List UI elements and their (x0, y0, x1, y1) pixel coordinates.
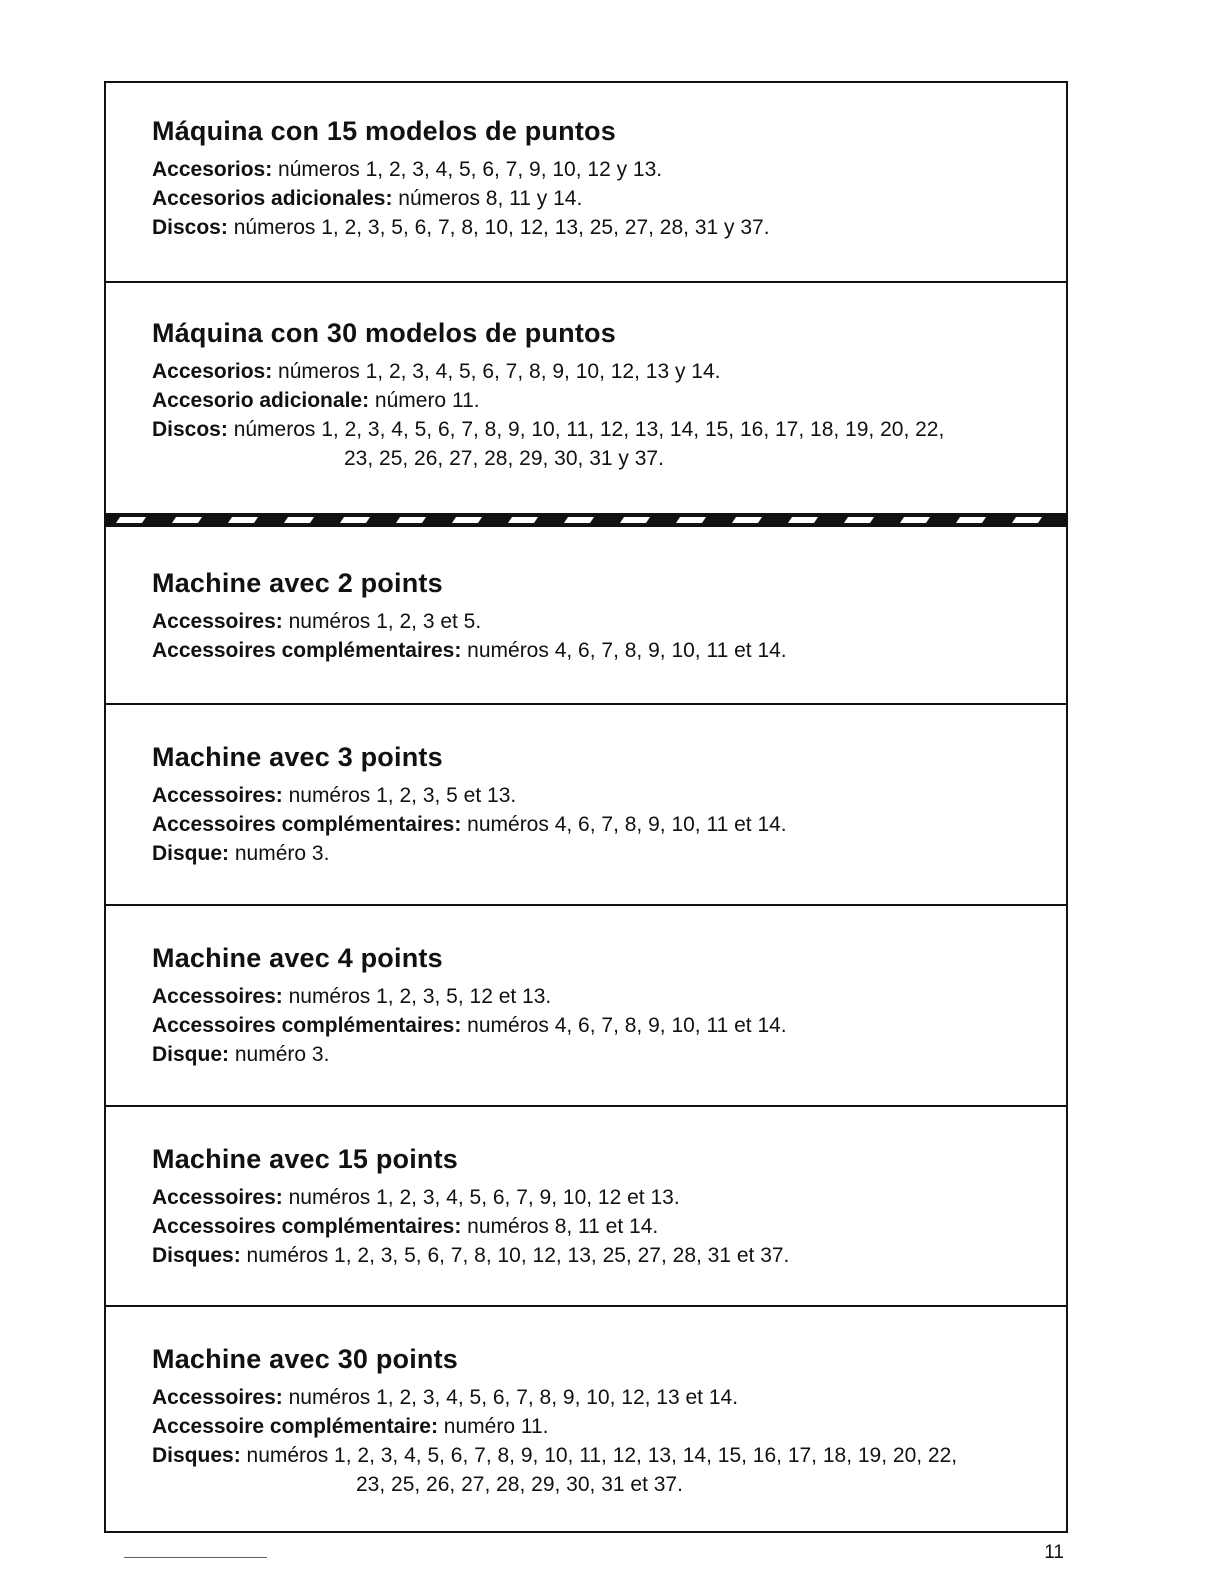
line-text: numéros 1, 2, 3, 4, 5, 6, 7, 9, 10, 12 et 13. (282, 1186, 680, 1209)
line-text: números 1, 2, 3, 5, 6, 7, 8, 10, 12, 13, 25, 27, 28, 31 y 37. (227, 216, 770, 239)
additional-accessories-line (152, 184, 1050, 213)
additional-accessories-line (152, 636, 1050, 665)
line-text: números 1, 2, 3, 4, 5, 6, 7, 8, 9, 10, 11, 12, 13, 14, 15, 16, 17, 18, 19, 20, 22, (227, 418, 945, 441)
line-label: Accesorios adicionales: (152, 187, 393, 210)
section-machine-30 (106, 1307, 1066, 1531)
accessories-line (152, 1383, 1050, 1412)
accessories-line (152, 607, 1050, 636)
accessories-line (152, 781, 1050, 810)
disc-line (152, 1040, 1050, 1069)
line-label: Accessoires complémentaires: (152, 1014, 462, 1037)
section-machine-2 (106, 527, 1066, 705)
line-label: Accessoires: (152, 1186, 283, 1209)
line-label: Disques: (152, 1444, 241, 1467)
section-title: Máquina con 30 modelos de puntos (152, 318, 616, 348)
language-separator (106, 513, 1066, 527)
additional-accessories-line (152, 1212, 1050, 1241)
line-label: Accesorios: (152, 360, 273, 383)
line-text: numéros 1, 2, 3, 5, 6, 7, 8, 10, 12, 13, 25, 27, 28, 31 et 37. (240, 1244, 790, 1267)
line-label: Accessoires complémentaires: (152, 1215, 462, 1238)
line-text: numéros 4, 6, 7, 8, 9, 10, 11 et 14. (461, 1014, 787, 1037)
section-machine-4 (106, 906, 1066, 1107)
line-label: Discos: (152, 418, 228, 441)
line-label: Accesorios: (152, 158, 273, 181)
line-text: numéros 8, 11 et 14. (461, 1215, 659, 1238)
additional-accessories-line (152, 386, 1050, 415)
line-text: número 11. (369, 389, 480, 412)
line-text: numéros 4, 6, 7, 8, 9, 10, 11 et 14. (461, 813, 787, 836)
line-text: números 1, 2, 3, 4, 5, 6, 7, 8, 9, 10, 12, 13 y 14. (272, 360, 721, 383)
line-label: Accesorio adicionale: (152, 389, 370, 412)
line-label: Accessoires complémentaires: (152, 813, 462, 836)
additional-accessories-line (152, 1011, 1050, 1040)
line-label: Discos: (152, 216, 228, 239)
accessories-line (152, 155, 1050, 184)
line-text: numéro 3. (229, 842, 330, 865)
discs-line (152, 1441, 1050, 1470)
line-text: numéros 1, 2, 3, 4, 5, 6, 7, 8, 9, 10, 11, 12, 13, 14, 15, 16, 17, 18, 19, 20, 22, (240, 1444, 958, 1467)
additional-accessories-line (152, 1412, 1050, 1441)
page-number: 11 (1044, 1542, 1064, 1563)
line-label: Disques: (152, 1244, 241, 1267)
line-text: numéros 1, 2, 3, 5 et 13. (282, 784, 517, 807)
line-text: números 8, 11 y 14. (392, 187, 583, 210)
content-frame (104, 81, 1068, 1533)
discs-line (152, 1241, 1050, 1270)
discs-line-continued: 23, 25, 26, 27, 28, 29, 30, 31 y 37. (344, 447, 664, 470)
line-text: numéro 3. (229, 1043, 330, 1066)
discs-line (152, 415, 1050, 444)
line-text: numéros 1, 2, 3, 5, 12 et 13. (282, 985, 552, 1008)
line-text: numéro 11. (437, 1415, 549, 1438)
line-label: Accessoires: (152, 985, 283, 1008)
additional-accessories-line (152, 810, 1050, 839)
line-label: Disque: (152, 1043, 230, 1066)
discs-line (152, 213, 1050, 242)
line-label: Accessoires complémentaires: (152, 639, 462, 662)
section-title: Machine avec 15 points (152, 1144, 459, 1174)
line-text: numéros 1, 2, 3 et 5. (282, 610, 482, 633)
accessories-line (152, 357, 1050, 386)
disc-line (152, 839, 1050, 868)
line-label: Accessoires: (152, 610, 283, 633)
section-maquina-15 (106, 83, 1066, 283)
accessories-line (152, 1183, 1050, 1212)
line-text: numéros 4, 6, 7, 8, 9, 10, 11 et 14. (461, 639, 787, 662)
accessories-line (152, 982, 1050, 1011)
section-machine-15 (106, 1107, 1066, 1307)
section-title: Machine avec 30 points (152, 1344, 459, 1374)
line-label: Accessoires: (152, 1386, 283, 1409)
section-title: Machine avec 3 points (152, 742, 443, 772)
line-text: numéros 1, 2, 3, 4, 5, 6, 7, 8, 9, 10, 12, 13 et 14. (282, 1386, 739, 1409)
footer-rule (124, 1557, 267, 1558)
section-title: Machine avec 4 points (152, 943, 443, 973)
line-label: Accessoire complémentaire: (152, 1415, 438, 1438)
line-label: Disque: (152, 842, 230, 865)
line-label: Accessoires: (152, 784, 283, 807)
section-machine-3 (106, 705, 1066, 906)
line-text: números 1, 2, 3, 4, 5, 6, 7, 9, 10, 12 y 13. (272, 158, 663, 181)
discs-line-continued: 23, 25, 26, 27, 28, 29, 30, 31 et 37. (356, 1473, 683, 1496)
section-title: Machine avec 2 points (152, 568, 443, 598)
section-maquina-30 (106, 283, 1066, 513)
section-title: Máquina con 15 modelos de puntos (152, 116, 616, 146)
